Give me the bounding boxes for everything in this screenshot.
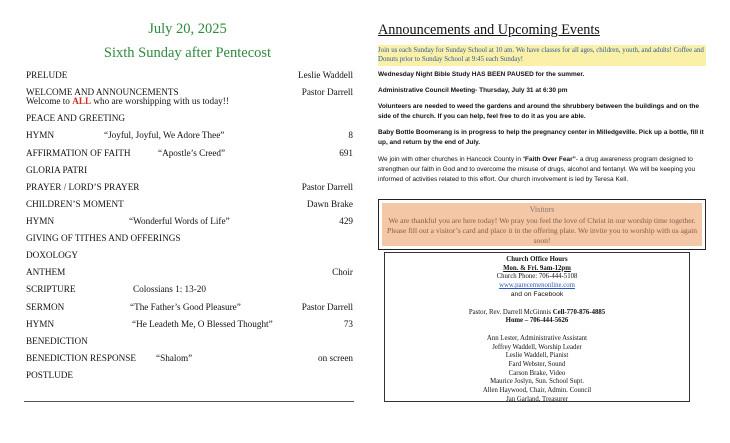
item-leader: Leslie Waddell [298, 70, 353, 80]
worship-item [26, 335, 353, 347]
welcome-message: Welcome to ALL who are worshipping with us today!! [26, 96, 229, 106]
item-title: “He Leadeth Me, O Blessed Thought” [132, 319, 273, 329]
liturgical-day: Sixth Sunday after Pentecost [103, 45, 272, 61]
council-notice: Administrative Council Meeting- Thursday, July 31 at 6:30 pm [378, 87, 568, 94]
item-leader: Pastor Darrell [301, 302, 353, 312]
worship-item [26, 318, 353, 330]
website-link[interactable]: www.parecemenonline.com [499, 282, 575, 290]
worship-item [26, 112, 353, 124]
item-name: ANTHEM [26, 267, 66, 277]
announcements-title: Announcements and Upcoming Events [378, 22, 600, 38]
item-leader: Pastor Darrell [301, 87, 353, 97]
item-name: PRELUDE [26, 70, 68, 80]
item-title: “Shalom” [156, 353, 193, 363]
bible-study-notice: Wednesday Night Bible Study HAS BEEN PAUSED for the summer. [378, 71, 585, 78]
faith-over-fear-notice: We join with other churches in Hancock County in “Faith Over Fear”- a drug awareness program designed to strengthen our faith in God and to overcome the misuse of drugs, alcohol and fentanyl. We will be keeping you informed of activities related to this effort. Our church involvement is led by Teresa Kell. [378, 156, 696, 183]
worship-item [26, 129, 353, 141]
worship-item [26, 69, 353, 81]
visitors-panel [382, 203, 702, 246]
staff-member: Carson Brake, Video [508, 369, 566, 377]
volunteers-notice: Volunteers are needed to weed the gardens and around the shrubbery between the buildings and on the side of the church. If you can help, feel free to do it as you are able. [378, 103, 699, 120]
item-number: 73 [343, 319, 353, 329]
worship-item [26, 147, 353, 159]
worship-item [26, 249, 353, 261]
item-title: “Joyful, Joyful, We Adore Thee” [104, 130, 225, 140]
item-name: AFFIRMATION OF FAITH [26, 148, 131, 158]
staff-member: Jeffrey Waddell, Worship Leader [492, 343, 582, 351]
worship-item [26, 232, 353, 244]
visitors-box [378, 199, 706, 250]
item-number: 8 [348, 130, 353, 140]
item-name: PRAYER / LORD’S PRAYER [26, 182, 140, 192]
pastor-contact: Pastor, Rev. Darrell McGinnis Cell-770-876-4885 [468, 308, 606, 316]
item-name: BENEDICTION [26, 336, 88, 346]
worship-item [26, 283, 353, 295]
announcements-panel [378, 0, 708, 443]
item-title: “Wonderful Words of Life” [129, 216, 230, 226]
item-title: Colossians 1: 13-20 [133, 284, 206, 294]
all-emphasis: ALL [72, 96, 92, 106]
facebook-note: and on Facebook [510, 290, 564, 298]
staff-member: Ann Lester, Administrative Assistant [486, 334, 588, 342]
item-name: SCRIPTURE [26, 284, 76, 294]
worship-item [26, 352, 353, 364]
pastor-home: Home – 706-444-5626 [505, 317, 569, 325]
staff-member: Fard Webster, Sound [508, 361, 566, 369]
worship-item [26, 369, 353, 381]
item-name: POSTLUDE [26, 370, 73, 380]
office-hours-title: Church Office Hours [506, 256, 568, 263]
worship-item [26, 301, 353, 313]
item-name: HYMN [26, 216, 55, 226]
item-leader: Dawn Brake [306, 199, 353, 209]
service-date: July 20, 2025 [148, 21, 227, 37]
worship-item [26, 181, 353, 193]
item-number: 691 [339, 148, 353, 158]
divider [24, 401, 354, 402]
visitors-message: We are thankful you are here today! We pray you feel the love of Christ in our worship time together. Please fill out a visitor’s card and place it in the offering plate. We invite you to worship with us again soon! [386, 216, 698, 245]
item-name: BENEDICTION RESPONSE [26, 353, 136, 363]
worship-item [26, 266, 353, 278]
item-number: 429 [339, 216, 353, 226]
staff-member: Leslie Waddell, Pianist [505, 352, 569, 360]
item-leader: on screen [318, 353, 353, 363]
item-leader: Pastor Darrell [301, 182, 353, 192]
item-name: SERMON [26, 302, 65, 312]
item-name: GIVING OF TITHES AND OFFERINGS [26, 233, 181, 243]
office-hours: Mon. & Fri. 9am-12pm [503, 264, 571, 272]
worship-item [26, 164, 353, 176]
item-name: PEACE AND GREETING [26, 113, 126, 123]
item-title: “The Father’s Good Pleasure” [130, 302, 241, 312]
item-name: WELCOME AND ANNOUNCEMENTS [26, 87, 179, 97]
boomerang-notice: Baby Bottle Boomerang is in progress to help the pregnancy center in Milledgeville. Pick up a bottle, fill it up, and return by the end of July. [378, 129, 704, 146]
worship-item [26, 215, 353, 227]
item-title: “Apostle’s Creed” [158, 148, 226, 158]
item-leader: Choir [332, 267, 353, 277]
church-phone: Church Phone: 706-444-5108 [496, 273, 578, 281]
item-name: CHILDREN’S MOMENT [26, 199, 124, 209]
sunday-school-notice: Join us each Sunday for Sunday School at 10 am. We have classes for all ages, children, youth, and adults! Coffee and Donuts prior to Sunday School at 9:45 each Sunday! [378, 45, 706, 66]
visitors-title: Visitors [529, 205, 555, 214]
worship-item [26, 198, 353, 210]
item-name: HYMN [26, 319, 55, 329]
staff-member: Allen Haywood, Chair, Admin. Council [482, 387, 592, 395]
item-name: DOXOLOGY [26, 250, 79, 260]
item-name: GLORIA PATRI [26, 165, 88, 175]
item-name: HYMN [26, 130, 55, 140]
staff-member: Maurice Joslyn, Sun. School Supt. [490, 378, 584, 386]
staff-member: Jan Garland, Treasurer [506, 395, 568, 403]
office-info-box [384, 252, 690, 402]
